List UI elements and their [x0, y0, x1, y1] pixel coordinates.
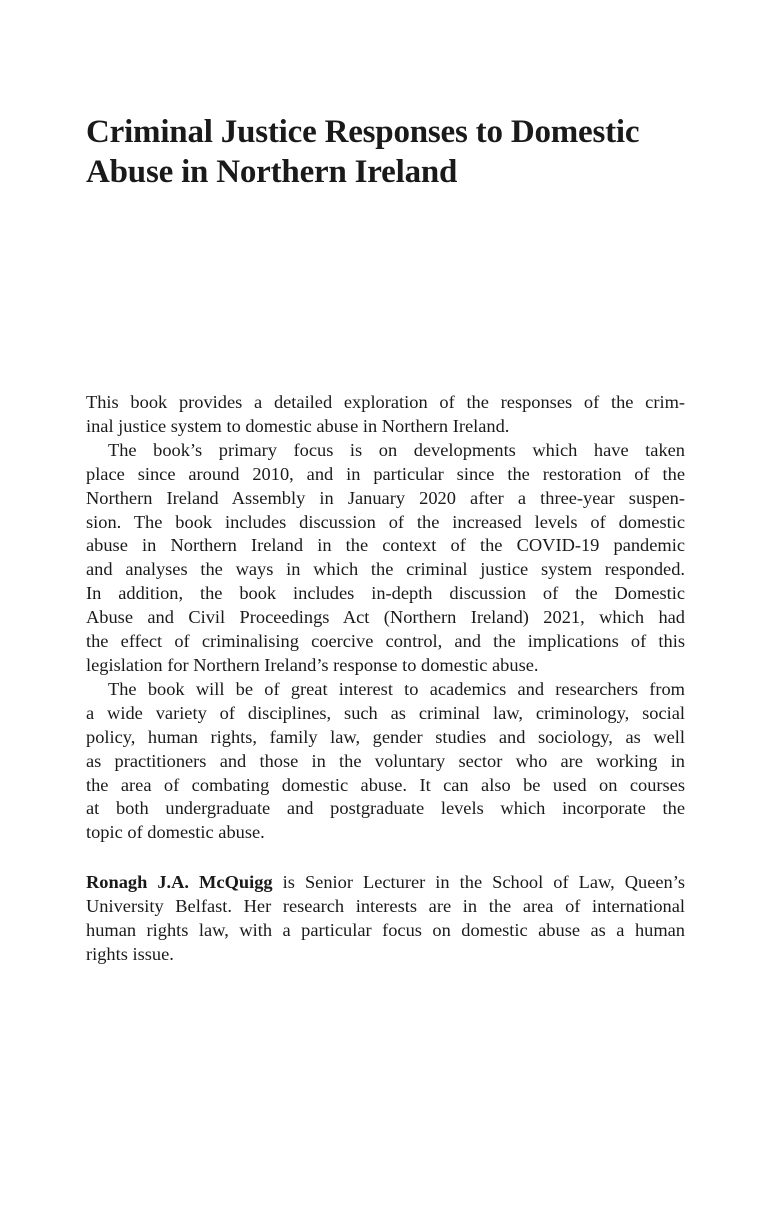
- author-name: Ronagh J.A. McQuigg: [86, 872, 273, 892]
- author-bio-paragraph: [86, 871, 685, 967]
- text-line: rights issue.: [86, 943, 174, 964]
- text-line: University Belfast. Her research interests are in the area of international: [86, 895, 685, 916]
- text-line: the area of combating domestic abuse. It can also be used on courses: [86, 774, 685, 795]
- text-line: [86, 871, 685, 895]
- text-line: inal justice system to domestic abuse in Northern Ireland.: [86, 415, 510, 436]
- description-paragraph-2: [86, 439, 685, 678]
- author-bio: [86, 871, 685, 967]
- text-line: a wide variety of disciplines, such as criminal law, criminology, social: [86, 702, 685, 723]
- text-line: The book’s primary focus is on developments which have taken: [108, 439, 685, 460]
- text-line: as practitioners and those in the voluntary sector who are working in: [86, 750, 685, 771]
- description-paragraph-3: [86, 678, 685, 845]
- book-title-line-1: Criminal Justice Responses to Domestic: [86, 114, 640, 150]
- text-line: In addition, the book includes in-depth discussion of the Domestic: [86, 583, 685, 604]
- book-title-line-2: Abuse in Northern Ireland: [86, 154, 458, 190]
- text-line: human rights law, with a particular focus on domestic abuse as a human: [86, 919, 685, 940]
- text-line: legislation for Northern Ireland’s response to domestic abuse.: [86, 654, 539, 675]
- text-line: and analyses the ways in which the criminal justice system responded.: [86, 559, 685, 580]
- text-line: place since around 2010, and in particular since the restoration of the: [86, 463, 685, 484]
- text-line: at both undergraduate and postgraduate levels which incorporate the: [86, 798, 685, 819]
- description-paragraph-1: [86, 391, 685, 439]
- text-line: abuse in Northern Ireland in the context of the COVID-19 pandemic: [86, 535, 685, 556]
- book-title: [86, 112, 706, 192]
- text-line: policy, human rights, family law, gender studies and sociology, as well: [86, 726, 685, 747]
- author-bio-first-line: is Senior Lecturer in the School of Law, Queen’s: [272, 872, 685, 892]
- text-line: topic of domestic abuse.: [86, 822, 265, 843]
- text-line: This book provides a detailed exploration of the responses of the crim-: [86, 392, 685, 412]
- book-description: [86, 391, 685, 845]
- text-line: Northern Ireland Assembly in January 2020 after a three-year suspen-: [86, 487, 685, 508]
- text-line: the effect of criminalising coercive control, and the implications of this: [86, 631, 685, 652]
- text-line: Abuse and Civil Proceedings Act (Northern Ireland) 2021, which had: [86, 607, 685, 628]
- text-line: sion. The book includes discussion of the increased levels of domestic: [86, 511, 685, 532]
- text-line: The book will be of great interest to academics and researchers from: [108, 678, 685, 699]
